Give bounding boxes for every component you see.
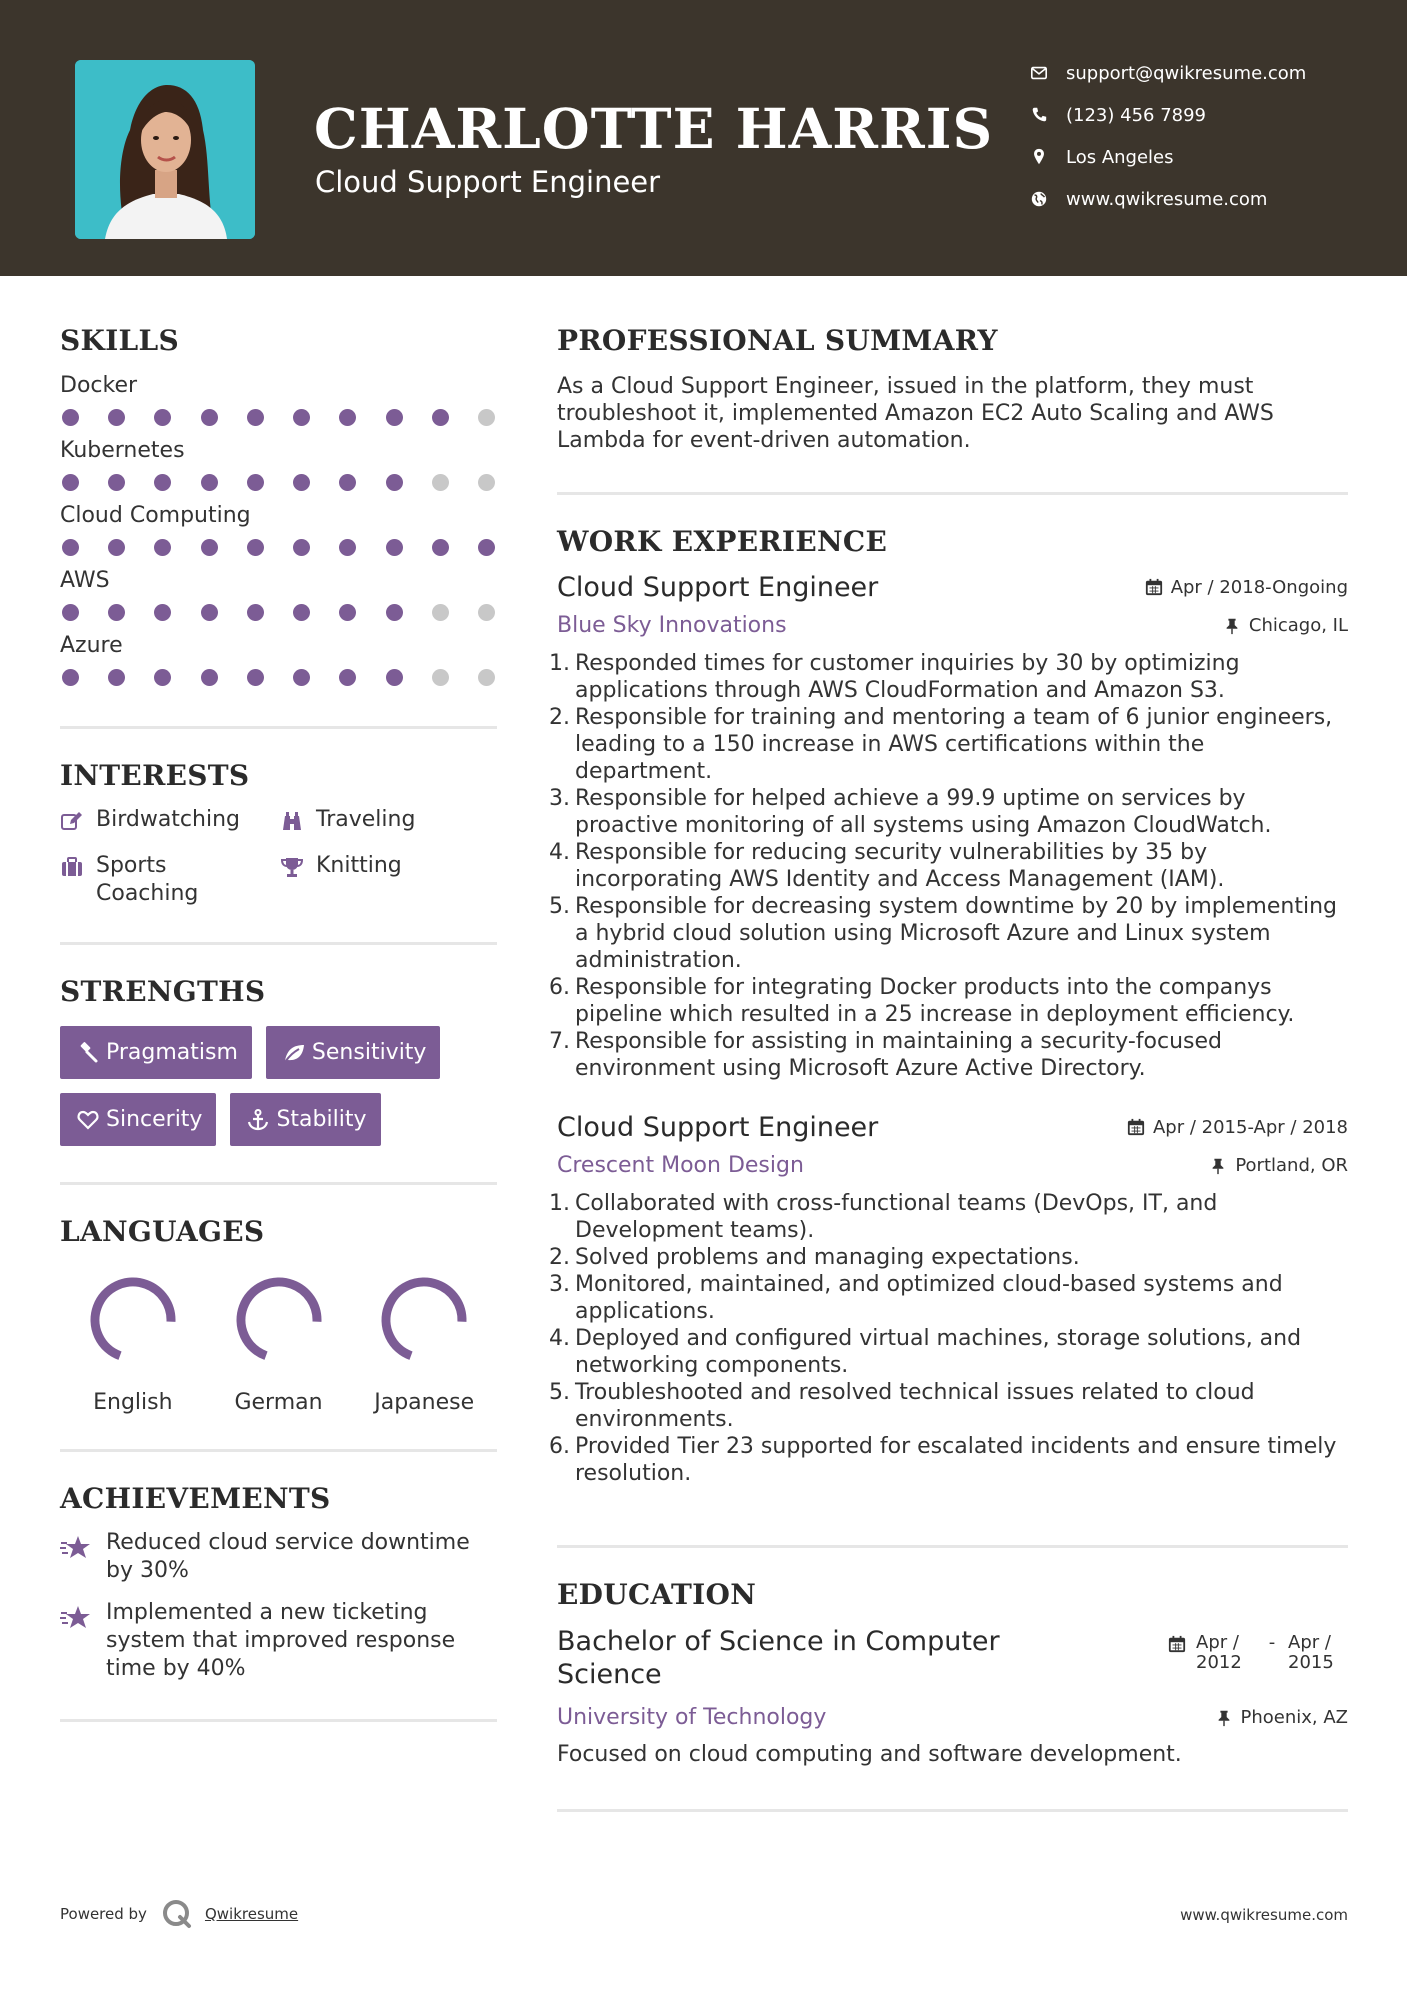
education-section: [557, 1578, 1348, 1767]
calendar-icon: [1168, 1635, 1186, 1653]
language-item: [60, 1274, 206, 1415]
bullet-item: 1. Collaborated with cross-functional teams (DevOps, IT, and Development teams).: [549, 1191, 1218, 1243]
candidate-title: Cloud Support Engineer: [315, 165, 661, 199]
rating-dot-filled: [293, 669, 310, 686]
rating-dot-filled: [154, 474, 171, 491]
briefcase-icon: [60, 852, 96, 886]
strength-label: Stability: [276, 1107, 367, 1132]
resume-header: [0, 0, 1407, 276]
interest-label: Knitting: [316, 853, 402, 878]
rating-dot-filled: [247, 474, 264, 491]
strength-tags: [60, 1026, 497, 1146]
interests-title: INTERESTS: [60, 759, 250, 792]
strength-tag: [60, 1026, 252, 1079]
strength-tag: [60, 1093, 216, 1146]
rating-dot-filled: [386, 474, 403, 491]
bullet-item: 6. Provided Tier 23 supported for escalated incidents and ensure timely resolution.: [549, 1434, 1337, 1486]
brand-link[interactable]: Qwikresume: [204, 1905, 299, 1923]
trophy-icon: [280, 852, 316, 886]
rating-dot-filled: [201, 474, 218, 491]
language-item: [351, 1274, 497, 1415]
section-divider: [60, 1182, 497, 1185]
skill-rating: [60, 669, 497, 686]
language-proficiency-ring: [87, 1274, 179, 1366]
rating-dot-filled: [339, 669, 356, 686]
strengths-title: STRENGTHS: [60, 975, 266, 1008]
rating-dot-filled: [293, 474, 310, 491]
rating-dot-filled: [339, 604, 356, 621]
location-text: Los Angeles: [1066, 146, 1174, 168]
achievement-item: [60, 1529, 497, 1585]
skill-name: Azure: [60, 633, 123, 658]
bullet-item: 3. Responsible for helped achieve a 99.9 uptime on services by proactive monitoring of all systems using Amazon CloudWatch.: [549, 786, 1272, 838]
rating-dot-filled: [62, 669, 79, 686]
globe-icon: [1030, 190, 1066, 208]
edu-separator: -: [1268, 1632, 1276, 1653]
rating-dot-filled: [108, 474, 125, 491]
skill-name: AWS: [60, 568, 110, 593]
proficiency-arc: [87, 1274, 179, 1366]
job-location-text: Portland, OR: [1235, 1155, 1348, 1176]
section-divider: [557, 1545, 1348, 1548]
achievement-text: Implemented a new ticketing system that improved response time by 40%: [106, 1600, 456, 1681]
interest-label: Sports Coaching: [96, 853, 199, 906]
section-divider: [60, 1449, 497, 1452]
envelope-icon: [1030, 64, 1066, 82]
bullet-item: 7. Responsible for assisting in maintaining a security-focused environment using Microsoft Azure Active Directory.: [549, 1029, 1222, 1081]
rating-dot-filled: [386, 669, 403, 686]
section-divider: [60, 726, 497, 729]
rating-dot-filled: [478, 539, 495, 556]
interests-grid: [60, 806, 497, 908]
job-location-text: Chicago, IL: [1248, 615, 1348, 636]
strength-tag: [230, 1093, 380, 1146]
rating-dot-filled: [293, 539, 310, 556]
achievement-text: Reduced cloud service downtime by 30%: [106, 1530, 470, 1583]
rating-dot-filled: [108, 669, 125, 686]
left-column: [60, 276, 497, 1722]
job-bullets: [549, 1190, 1348, 1487]
calendar-icon: [1145, 578, 1163, 596]
skill-rating: [60, 474, 497, 491]
bullet-item: 3. Monitored, maintained, and optimized cloud-based systems and applications.: [549, 1272, 1283, 1324]
bullet-item: 4. Deployed and configured virtual machines, storage solutions, and networking components.: [549, 1326, 1302, 1378]
star-icon: [60, 1529, 106, 1565]
bullet-item: 5. Responsible for decreasing system downtime by 20 by implementing a hybrid cloud solution using Microsoft Azure and Linux system administration.: [549, 894, 1337, 973]
job-role: Cloud Support Engineer: [557, 1112, 879, 1143]
job-entry: [549, 572, 1348, 1082]
footer-website[interactable]: www.qwikresume.com: [1180, 1906, 1348, 1924]
rating-dot-filled: [108, 604, 125, 621]
edu-description: Focused on cloud computing and software development.: [557, 1742, 1182, 1767]
summary-title: PROFESSIONAL SUMMARY: [557, 324, 998, 357]
rating-dot-filled: [108, 539, 125, 556]
star-icon: [60, 1599, 106, 1635]
contact-email[interactable]: [1030, 52, 1370, 94]
contact-website[interactable]: [1030, 178, 1370, 220]
section-divider: [557, 492, 1348, 495]
interest-label: Birdwatching: [96, 807, 240, 832]
rating-dot-filled: [386, 409, 403, 426]
rating-dot-filled: [108, 409, 125, 426]
rating-dot-empty: [478, 669, 495, 686]
job-date-text: Apr / 2018-Ongoing: [1170, 576, 1348, 598]
rating-dot-filled: [247, 539, 264, 556]
rating-dot-filled: [62, 409, 79, 426]
strength-label: Sincerity: [106, 1107, 203, 1132]
rating-dot-filled: [386, 604, 403, 621]
job-date-text: Apr / 2015-Apr / 2018: [1152, 1116, 1348, 1138]
leaf-icon: [276, 1041, 312, 1065]
experience-title: WORK EXPERIENCE: [557, 525, 888, 558]
achievements-section: [60, 1482, 497, 1683]
map-pin-icon: [1030, 148, 1066, 166]
interest-item: [60, 806, 280, 840]
section-divider: [557, 1809, 1348, 1812]
strengths-section: [60, 975, 497, 1146]
language-name: German: [234, 1390, 323, 1415]
bullet-item: 2. Solved problems and managing expectations.: [549, 1245, 1080, 1270]
rating-dot-empty: [478, 409, 495, 426]
contact-list: [1030, 52, 1370, 220]
edu-school: University of Technology: [557, 1705, 827, 1730]
language-proficiency-ring: [233, 1274, 325, 1366]
rating-dot-filled: [339, 409, 356, 426]
footer-powered-by: [60, 1898, 298, 1930]
skills-title: SKILLS: [60, 324, 180, 357]
qwikresume-logo-icon: [161, 1898, 193, 1930]
skill-name: Cloud Computing: [60, 503, 251, 528]
bullet-item: 4. Responsible for reducing security vulnerabilities by 35 by incorporating AWS Identity and Access Management (IAM).: [549, 840, 1225, 892]
rating-dot-filled: [62, 604, 79, 621]
job-company: Crescent Moon Design: [557, 1153, 804, 1178]
language-name: Japanese: [374, 1390, 475, 1415]
skill-rating: [60, 539, 497, 556]
bullet-item: 6. Responsible for integrating Docker products into the companys pipeline which resulted in a 25 increase in deployment efficiency.: [549, 975, 1295, 1027]
section-divider: [60, 1719, 497, 1722]
pushpin-icon: [1215, 1709, 1233, 1727]
profile-photo: [75, 60, 255, 239]
achievement-item: [60, 1599, 497, 1683]
edu-degree: Bachelor of Science in Computer Science: [557, 1626, 1000, 1690]
edu-start: Apr / 2012: [1196, 1632, 1242, 1673]
job-date: [1145, 577, 1348, 598]
candidate-name: CHARLOTTE HARRIS: [314, 96, 994, 161]
anchor-icon: [240, 1108, 276, 1132]
rating-dot-empty: [432, 604, 449, 621]
right-column: [549, 276, 1348, 1812]
interest-item: [280, 852, 497, 908]
rating-dot-filled: [247, 669, 264, 686]
rating-dot-filled: [247, 409, 264, 426]
binoculars-icon: [280, 806, 316, 840]
rating-dot-filled: [432, 409, 449, 426]
bullet-item: 1. Responded times for customer inquiries by 30 by optimizing applications through AWS CloudFormation and Amazon S3.: [549, 651, 1240, 703]
edu-end: Apr / 2015: [1288, 1632, 1334, 1673]
portrait-image: [75, 60, 255, 239]
heart-icon: [70, 1108, 106, 1132]
rating-dot-filled: [293, 409, 310, 426]
proficiency-arc: [233, 1274, 325, 1366]
job-date: [1127, 1117, 1348, 1138]
rating-dot-filled: [62, 474, 79, 491]
language-proficiency-ring: [378, 1274, 470, 1366]
edu-location-text: Phoenix, AZ: [1240, 1707, 1348, 1728]
rating-dot-filled: [201, 604, 218, 621]
interest-item: [280, 806, 497, 840]
edit-icon: [60, 806, 96, 840]
phone-text: (123) 456 7899: [1066, 104, 1207, 126]
languages-list: [60, 1274, 497, 1415]
job-entry: [549, 1112, 1348, 1487]
rating-dot-filled: [154, 409, 171, 426]
achievements-title: ACHIEVEMENTS: [60, 1482, 331, 1515]
edu-dates: [1168, 1625, 1348, 1673]
rating-dot-filled: [201, 539, 218, 556]
strength-tag: [266, 1026, 441, 1079]
contact-phone[interactable]: [1030, 94, 1370, 136]
rating-dot-filled: [339, 474, 356, 491]
job-bullets: [549, 650, 1348, 1082]
interests-section: [60, 759, 497, 908]
rating-dot-filled: [432, 539, 449, 556]
job-location: [1209, 1155, 1348, 1176]
rating-dot-filled: [201, 409, 218, 426]
interest-label: Traveling: [316, 807, 416, 832]
calendar-icon: [1127, 1118, 1145, 1136]
edu-location: [1215, 1707, 1349, 1728]
rating-dot-empty: [432, 669, 449, 686]
language-name: English: [93, 1390, 173, 1415]
rating-dot-filled: [386, 539, 403, 556]
education-title: EDUCATION: [557, 1578, 757, 1611]
skill-rating: [60, 409, 497, 426]
job-company: Blue Sky Innovations: [557, 613, 787, 638]
website-text: www.qwikresume.com: [1066, 188, 1268, 210]
experience-section: [549, 525, 1348, 1487]
skill-rating: [60, 604, 497, 621]
languages-title: LANGUAGES: [60, 1215, 265, 1248]
bullet-item: 2. Responsible for training and mentoring a team of 6 junior engineers, leading to a 150 increase in AWS certifications within the department.: [549, 705, 1333, 784]
pushpin-icon: [1223, 617, 1241, 635]
job-role: Cloud Support Engineer: [557, 572, 879, 603]
rating-dot-filled: [154, 604, 171, 621]
rating-dot-filled: [339, 539, 356, 556]
interest-item: [60, 852, 280, 908]
rating-dot-empty: [432, 474, 449, 491]
rating-dot-empty: [478, 474, 495, 491]
rating-dot-filled: [247, 604, 264, 621]
languages-section: [60, 1215, 497, 1415]
summary-section: [557, 324, 1348, 454]
rating-dot-empty: [478, 604, 495, 621]
strength-label: Sensitivity: [311, 1040, 427, 1065]
skill-name: Kubernetes: [60, 438, 185, 463]
skill-name: Docker: [60, 373, 138, 398]
rating-dot-filled: [293, 604, 310, 621]
rating-dot-filled: [201, 669, 218, 686]
powered-by-label: Powered by: [60, 1905, 147, 1923]
rating-dot-filled: [154, 669, 171, 686]
gavel-icon: [70, 1041, 106, 1065]
skills-section: [60, 324, 497, 686]
summary-text: As a Cloud Support Engineer, issued in the platform, they must troubleshoot it, implemented Amazon EC2 Auto Scaling and AWS Lambda for event-driven automation.: [557, 374, 1274, 453]
proficiency-arc: [378, 1274, 470, 1366]
job-location: [1223, 615, 1348, 636]
pushpin-icon: [1209, 1157, 1227, 1175]
rating-dot-filled: [62, 539, 79, 556]
rating-dot-filled: [154, 539, 171, 556]
phone-icon: [1030, 106, 1066, 124]
contact-location: [1030, 136, 1370, 178]
skills-list: [60, 373, 497, 686]
language-item: [206, 1274, 352, 1415]
bullet-item: 5. Troubleshooted and resolved technical issues related to cloud environments.: [549, 1380, 1255, 1432]
section-divider: [60, 942, 497, 945]
strength-label: Pragmatism: [106, 1040, 238, 1065]
email-text: support@qwikresume.com: [1066, 62, 1307, 84]
